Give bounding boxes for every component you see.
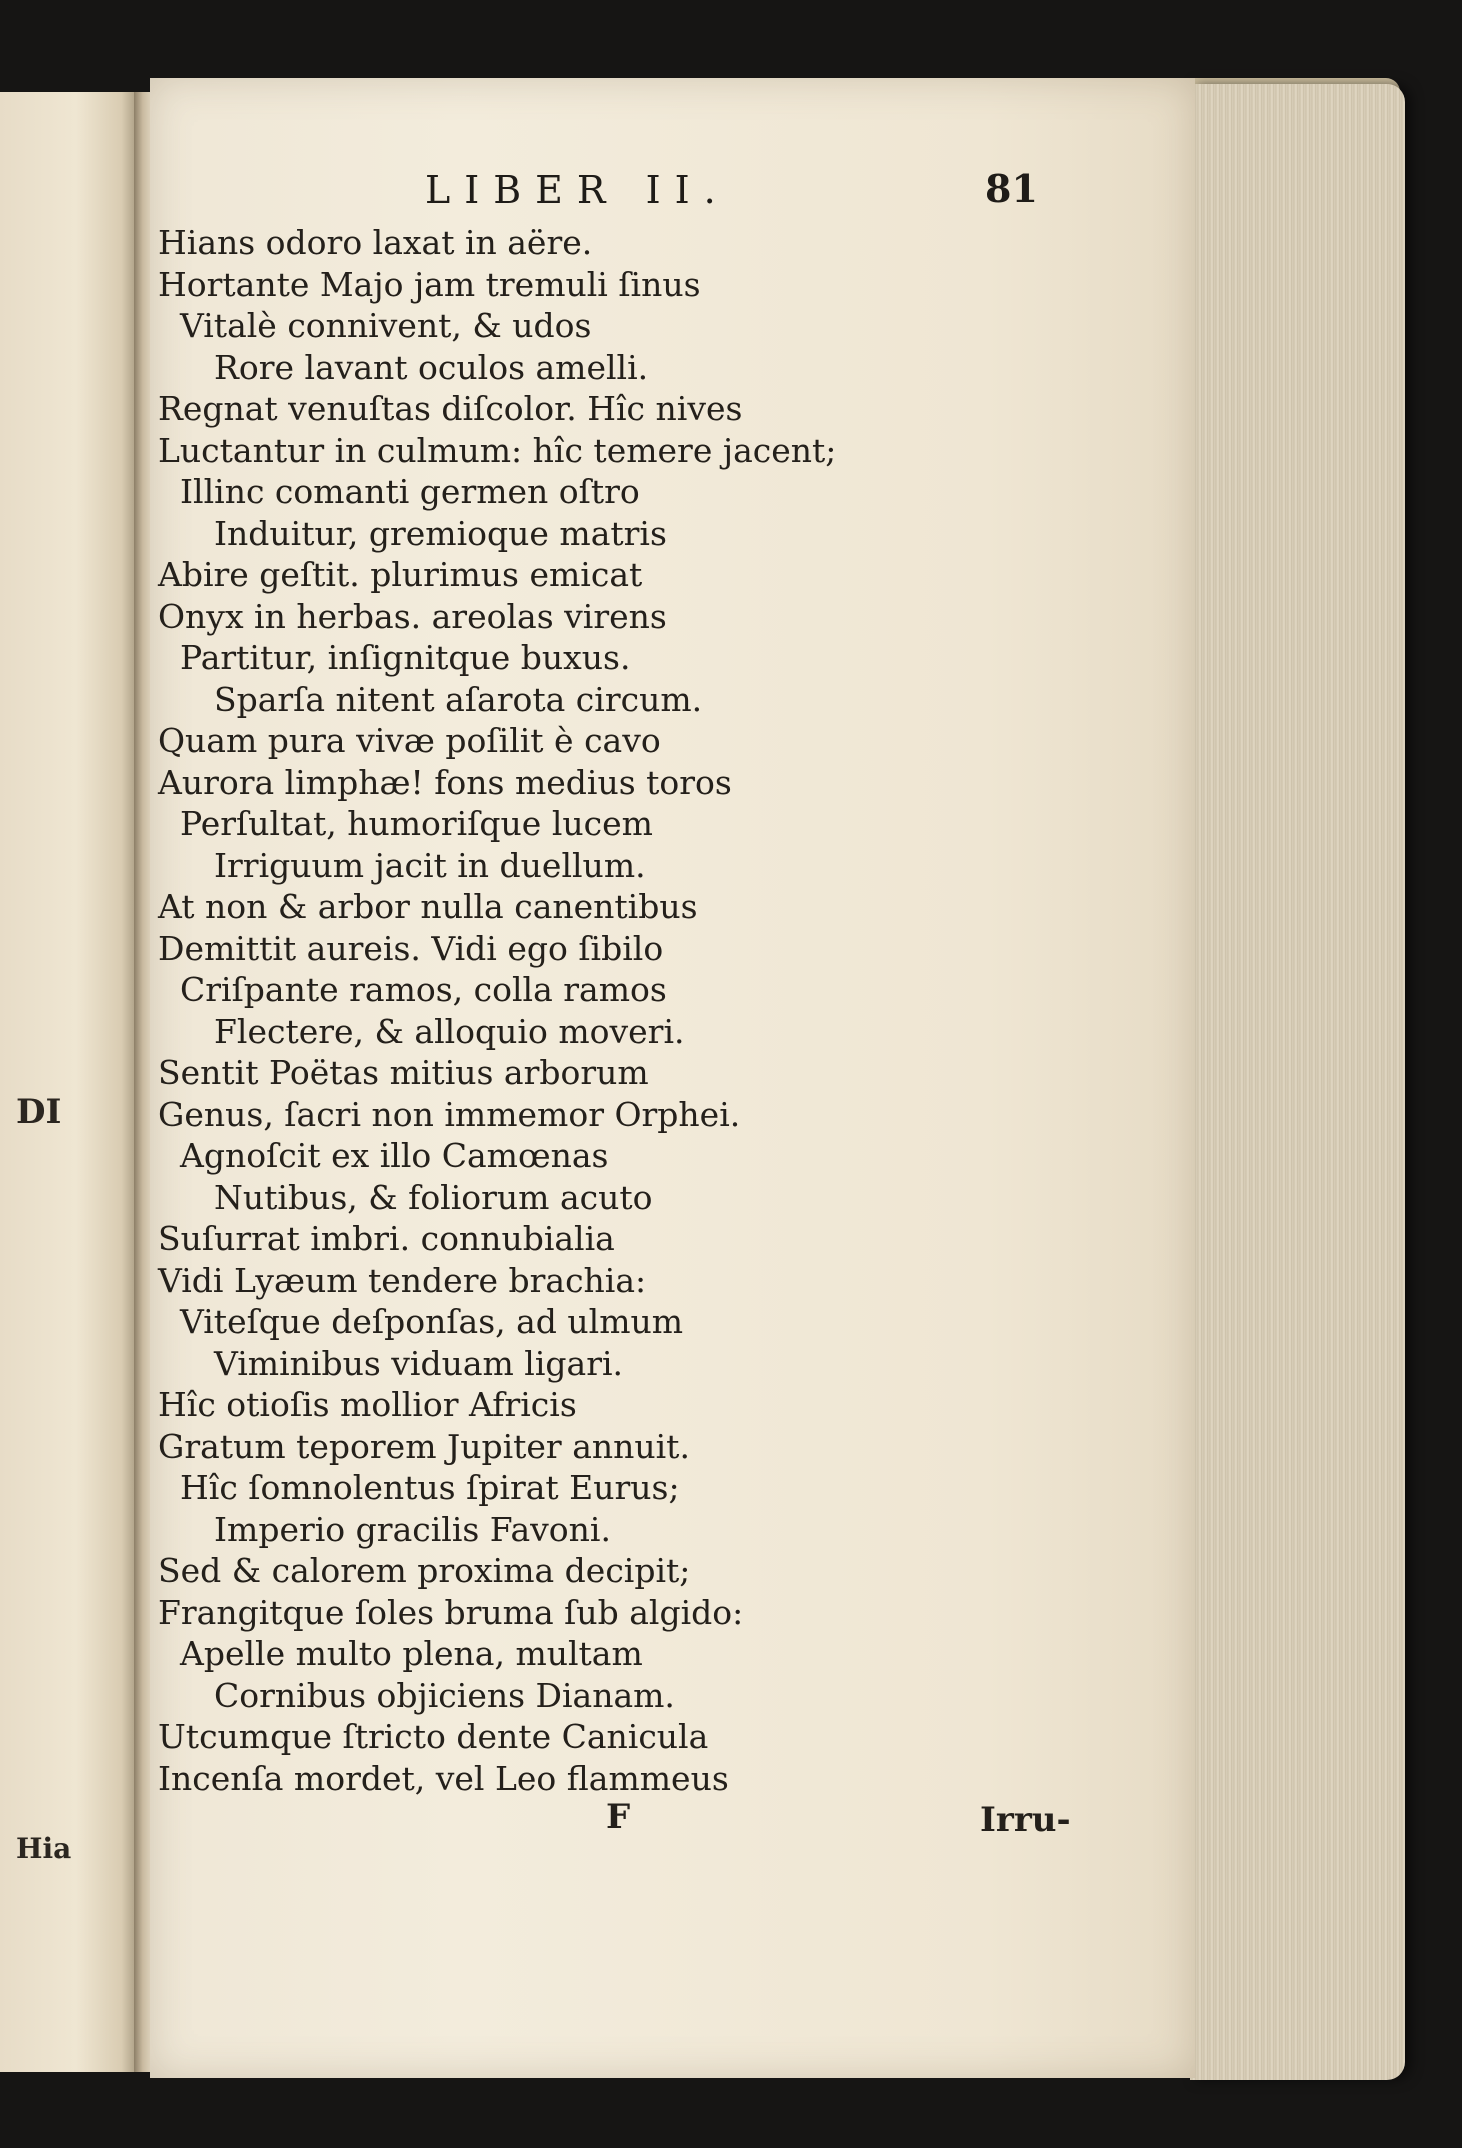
- poem-line: Incenſa mordet, vel Leo flammeus: [158, 1758, 729, 1798]
- poem-line: Partitur, inſignitque buxus.: [180, 638, 631, 677]
- poem-line: Sentit Poëtas mitius arborum: [158, 1053, 649, 1092]
- poem-line: Hortante Majo jam tremuli ſinus: [158, 264, 701, 304]
- poem-line: Flectere, & alloquio moveri.: [214, 1011, 685, 1051]
- left-page-margin: [10, 92, 130, 2072]
- poem-line: Quam pura vivæ poſilit è cavo: [158, 721, 661, 760]
- poem-line: Sparſa nitent aſarota circum.: [214, 679, 703, 719]
- poem-line: Gratum teporem Jupiter annuit.: [158, 1426, 690, 1466]
- poem-line: Rore lavant oculos amelli.: [214, 347, 649, 387]
- poem-line: Frangitque ſoles bruma ſub algido:: [158, 1592, 744, 1632]
- fore-edge: [1190, 84, 1405, 2080]
- catchword: Irru-: [980, 1800, 1071, 1840]
- signature-mark: F: [606, 1797, 631, 1837]
- poem-line: Demittit aureis. Vidi ego ſibilo: [158, 928, 664, 968]
- poem-line: Luctantur in culmum: hîc temere jacent;: [158, 430, 837, 470]
- poem-line: Utcumque ſtricto dente Canicula: [158, 1717, 709, 1756]
- running-head: LIBER II.: [425, 168, 730, 212]
- poem-line: Imperio gracilis Favoni.: [214, 1509, 611, 1549]
- poem-text: [158, 222, 918, 1799]
- poem-line: Induitur, gremioque matris: [214, 513, 667, 553]
- poem-line: Genus, ſacri non immemor Orphei.: [158, 1094, 741, 1134]
- poem-line: Onyx in herbas. areolas virens: [158, 596, 667, 636]
- poem-line: Hîc ſomnolentus ſpirat Eurus;: [180, 1468, 680, 1507]
- poem-line: Vidi Lyæum tendere brachia:: [158, 1260, 647, 1300]
- poem-line: Hians odoro laxat in aëre.: [158, 223, 593, 262]
- poem-line: Nutibus, & foliorum acuto: [214, 1177, 653, 1217]
- poem-line: Sed & calorem proxima decipit;: [158, 1551, 691, 1590]
- poem-line: At non & arbor nulla canentibus: [158, 887, 698, 926]
- poem-line: Hîc otioſis mollior Africis: [158, 1385, 577, 1424]
- poem-line: Aurora limphæ! fons medius toros: [158, 762, 732, 802]
- poem-line: Perſultat, humoriſque lucem: [180, 804, 653, 843]
- poem-line: Viminibus viduam ligari.: [214, 1343, 624, 1383]
- left-page-fragment: DI: [16, 1092, 62, 1132]
- poem-line: Criſpante ramos, colla ramos: [180, 970, 667, 1009]
- poem-line: Vitalè connivent, & udos: [180, 306, 592, 345]
- poem-line: Viteſque deſponſas, ad ulmum: [180, 1302, 684, 1341]
- poem-line: Abire geſtit. plurimus emicat: [158, 555, 643, 594]
- poem-line: Irriguum jacit in duellum.: [214, 845, 646, 885]
- poem-line: Illinc comanti germen oſtro: [180, 472, 640, 511]
- poem-line: Suſurrat imbri. connubialia: [158, 1219, 615, 1258]
- left-page: [0, 92, 138, 2072]
- poem-line: Agnoſcit ex illo Camœnas: [180, 1136, 609, 1175]
- poem-line: Regnat venuſtas diſcolor. Hîc nives: [158, 389, 743, 428]
- poem-line: Apelle multo plena, multam: [180, 1634, 643, 1673]
- page-number: 81: [985, 166, 1038, 211]
- left-page-fragment: Hia: [16, 1832, 72, 1865]
- poem-line: Cornibus objiciens Dianam.: [214, 1675, 675, 1715]
